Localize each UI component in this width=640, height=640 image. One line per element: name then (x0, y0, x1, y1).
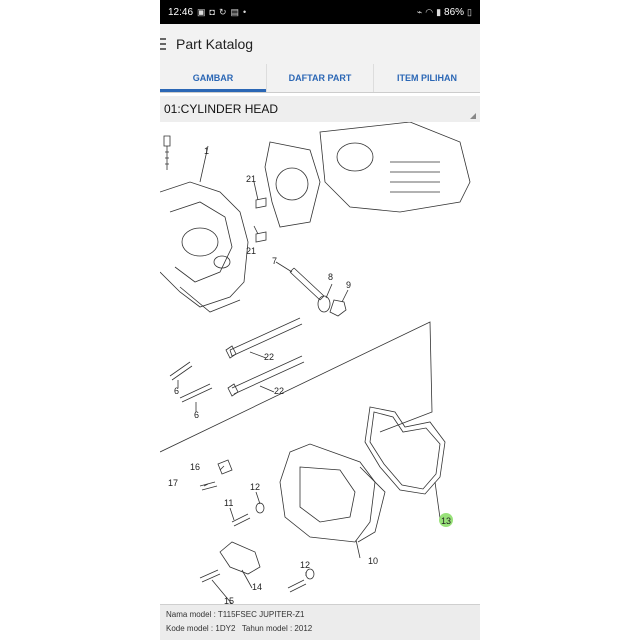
tab-bar (160, 64, 480, 93)
model-code-value: 1DY2 (215, 624, 236, 633)
callout-1[interactable]: 1 (204, 146, 210, 156)
app-bar (160, 24, 480, 64)
message-icon: ▤ (230, 6, 240, 17)
cylinder-base-shape (180, 287, 240, 312)
nut-shape (330, 300, 346, 316)
callout-17[interactable]: 17 (168, 478, 179, 488)
washer-shape (318, 296, 330, 312)
cover-gasket-shape (365, 407, 445, 494)
model-info-footer (160, 604, 480, 640)
callout-15[interactable]: 15 (224, 596, 235, 604)
bolt-small-shape (232, 514, 250, 526)
tab-daftar-part-label: DAFTAR PART (288, 73, 352, 83)
callout-16[interactable]: 16 (190, 462, 201, 472)
model-code-label: Kode model : (166, 624, 214, 633)
battery-percent: 86% (444, 6, 465, 18)
image-icon: ▣ (197, 6, 206, 17)
status-time: 12:46 (168, 6, 194, 18)
menu-icon[interactable] (160, 37, 170, 51)
callout-12-upper[interactable]: 12 (250, 482, 261, 492)
reference-line-shape (160, 322, 432, 452)
callout-13[interactable]: 13 (441, 516, 452, 526)
head-gasket-shape (265, 142, 320, 227)
callout-22-upper[interactable]: 22 (264, 352, 275, 362)
resize-corner-icon (470, 113, 476, 119)
lock-icon: ◘ (209, 7, 215, 17)
cylinder-head-shape (160, 182, 248, 307)
status-left (168, 7, 246, 18)
port-small-shape (214, 256, 230, 268)
callout-22-lower[interactable]: 22 (274, 386, 285, 396)
bracket-shape (220, 542, 260, 574)
bolt-shape (164, 136, 170, 170)
cylinder-bore-shape (337, 143, 373, 171)
cooling-fins-shape (390, 162, 440, 192)
tab-item-pilihan[interactable] (374, 64, 480, 92)
tab-item-pilihan-label: ITEM PILIHAN (397, 73, 457, 83)
callout-10[interactable]: 10 (368, 556, 379, 566)
callout-12-lower[interactable]: 12 (300, 560, 311, 570)
gasket-bore-shape (276, 168, 308, 200)
battery-icon: ▯ (467, 6, 472, 17)
seal-washer-shape (306, 569, 314, 579)
parts-diagram[interactable] (160, 122, 480, 604)
status-right (417, 7, 472, 18)
callout-8[interactable]: 8 (328, 272, 334, 282)
callout-6-lower[interactable]: 6 (194, 410, 200, 420)
bolt-small-shape (200, 482, 217, 490)
model-name-value: T115FSEC JUPITER-Z1 (217, 610, 305, 619)
short-stud-shape (180, 384, 212, 402)
stud-shape (290, 268, 324, 300)
callout-9[interactable]: 9 (346, 280, 352, 290)
callout-11[interactable]: 11 (224, 498, 234, 508)
leader-lines-shape (178, 146, 440, 604)
tab-gambar[interactable] (160, 64, 267, 92)
bolt-small-shape (288, 580, 306, 592)
phone-screen (160, 0, 480, 640)
section-header (160, 96, 480, 122)
callout-7[interactable]: 7 (272, 256, 278, 266)
vibrate-icon: ⌁ (416, 6, 423, 17)
callout-21-lower[interactable]: 21 (246, 246, 257, 256)
short-stud-shape (170, 362, 192, 380)
model-code-row (166, 622, 474, 636)
tab-gambar-label: GAMBAR (192, 73, 234, 83)
parts-diagram-svg (160, 122, 480, 604)
app-title: Part Katalog (176, 36, 254, 52)
callout-21-upper[interactable]: 21 (246, 174, 257, 184)
seal-washer-shape (256, 503, 264, 513)
long-bolt-shape (230, 318, 302, 356)
clip-shape (218, 460, 232, 474)
cover-gasket-inner-shape (370, 412, 440, 489)
section-title: 01:CYLINDER HEAD (164, 102, 279, 116)
refresh-icon: ↻ (218, 6, 227, 17)
status-bar (160, 0, 480, 24)
signal-icon: ▮ (436, 6, 442, 17)
callout-6-upper[interactable]: 6 (174, 386, 180, 396)
tab-daftar-part[interactable] (267, 64, 374, 92)
callout-14[interactable]: 14 (252, 582, 263, 592)
bolt-small-shape (200, 570, 220, 582)
more-dots-icon: • (243, 7, 247, 17)
head-cover-inner-shape (300, 467, 355, 522)
head-cover-side-shape (358, 467, 385, 542)
model-year-value: 2012 (294, 624, 313, 633)
head-cover-shape (280, 444, 375, 542)
model-name-row (166, 608, 474, 622)
model-name-label: Nama model : (166, 610, 216, 619)
model-year-label: Tahun model : (241, 624, 293, 633)
port-shape (182, 228, 218, 256)
cylinder-head-inner-shape (170, 202, 232, 282)
wifi-icon: ◠ (425, 6, 434, 17)
